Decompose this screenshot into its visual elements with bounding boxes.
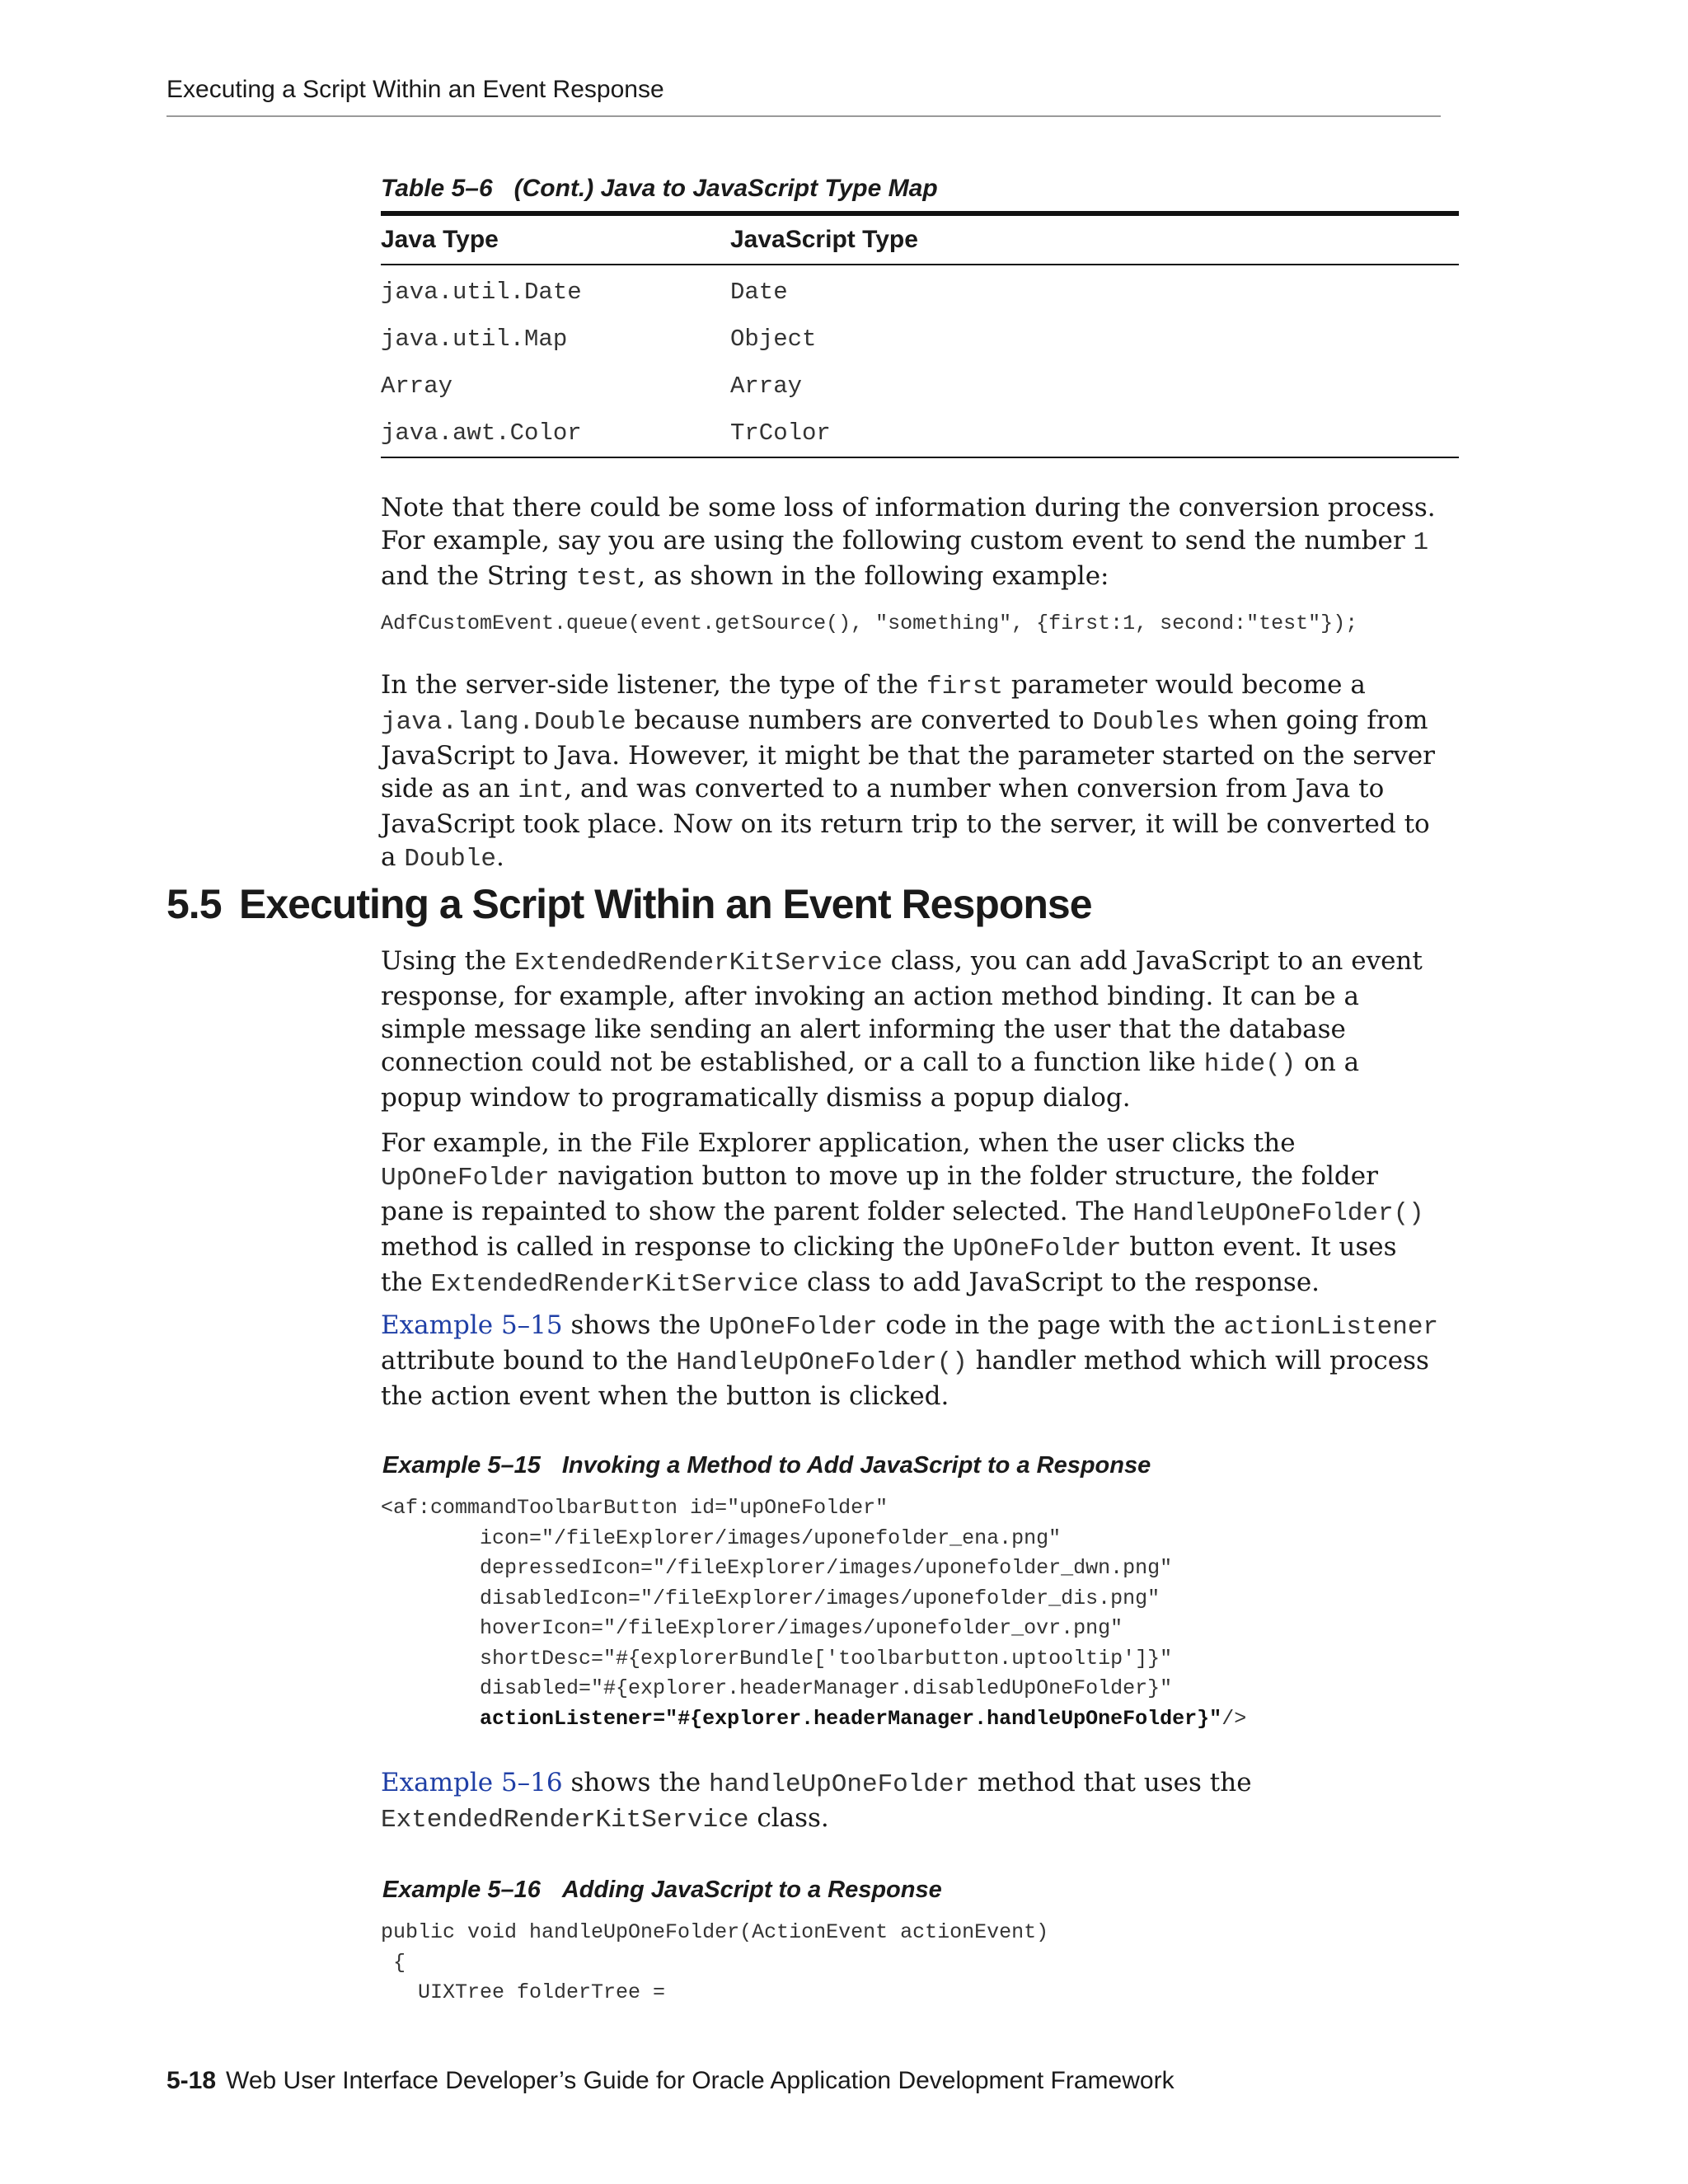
table-number: Table 5–6: [381, 175, 493, 202]
text: code in the page with the: [877, 1310, 1224, 1340]
javascript-type-cell: Date: [730, 279, 788, 306]
inline-code: Double: [404, 845, 496, 874]
text: button event. It uses the: [381, 1232, 1397, 1297]
inline-code: Doubles: [1092, 708, 1200, 737]
text: .: [495, 842, 504, 872]
text: class.: [748, 1803, 829, 1833]
text: method that uses the: [969, 1768, 1252, 1797]
text: For example, in the File Explorer application, when the user clicks the: [381, 1128, 1296, 1158]
text: because numbers are converted to: [626, 705, 1093, 735]
java-type-cell: java.util.Map: [381, 326, 568, 353]
table-row: [381, 316, 1459, 363]
text: handler method which will process the action event when the button is clicked.: [381, 1346, 1429, 1411]
code-text: public void handleUpOneFolder(ActionEvent actionEvent) { UIXTree folderTree =: [381, 1920, 1049, 2004]
example-5-16-link[interactable]: Example 5–16: [381, 1768, 563, 1797]
javascript-type-cell: TrColor: [730, 419, 831, 447]
text: parameter would become a: [1003, 670, 1366, 700]
page-number: 5-18: [166, 2067, 217, 2094]
text: class, you can add JavaScript to an event response, for example, after invoking an action method binding. It can be a simple message like sending an alert informing the user that the database connection could not be established, or a call to a function like: [381, 946, 1423, 1077]
javascript-type-cell: Object: [730, 326, 817, 353]
table-title: (Cont.) Java to JavaScript Type Map: [513, 175, 938, 202]
paragraph-server-listener: [381, 668, 1444, 876]
inline-code: test: [575, 564, 638, 593]
java-type-cell: java.awt.Color: [381, 419, 582, 447]
java-type-cell: java.util.Date: [381, 279, 582, 306]
inline-code: hide(): [1203, 1050, 1296, 1079]
paragraph-example-16-ref: [381, 1766, 1444, 1837]
code-bold-action-listener: actionListener="#{explorer.headerManager.handleUpOneFolder}": [480, 1706, 1222, 1731]
code-end: />: [1221, 1706, 1247, 1731]
column-header-java-type: Java Type: [381, 226, 499, 253]
text: and the String: [381, 561, 576, 591]
example-number: Example 5–16: [382, 1877, 541, 1903]
column-header-javascript-type: JavaScript Type: [730, 226, 918, 253]
text: In the server-side listener, the type of the: [381, 670, 927, 700]
inline-code: actionListener: [1223, 1313, 1439, 1342]
inline-code: UpOneFolder: [708, 1313, 878, 1342]
code-example-15: [381, 1493, 1246, 1734]
inline-code: handleUpOneFolder: [708, 1770, 970, 1799]
inline-code: int: [518, 776, 565, 805]
section-number: 5.5: [166, 881, 222, 927]
header-rule: [166, 115, 1441, 117]
text: shows the: [562, 1310, 709, 1340]
example-15-caption: [382, 1452, 1151, 1479]
text: navigation button to move up in the folder structure, the folder pane is repainted to show the parent folder selected. The: [381, 1161, 1378, 1226]
book-title: Web User Interface Developer’s Guide for Oracle Application Development Framework: [226, 2067, 1175, 2094]
paragraph-file-explorer: [381, 1127, 1444, 1301]
type-map-table: [381, 211, 1459, 458]
table-row: [381, 410, 1459, 457]
text: attribute bound to the: [381, 1346, 677, 1376]
text: shows the: [562, 1768, 709, 1797]
inline-code: java.lang.Double: [381, 708, 626, 737]
javascript-type-cell: Array: [730, 373, 803, 400]
text: Note that there could be some loss of information during the conversion process. For example, say you are using the following custom event to send the number: [381, 493, 1436, 555]
page-footer: [166, 2067, 1175, 2095]
text: Using the: [381, 946, 515, 976]
text: method is called in response to clicking the: [381, 1232, 953, 1262]
code-example-16: [381, 1918, 1048, 2008]
text: class to add JavaScript to the response.: [799, 1268, 1320, 1297]
table-row: [381, 265, 1459, 316]
section-title: Executing a Script Within an Event Response: [239, 881, 1092, 927]
paragraph-extended-render-kit: [381, 944, 1444, 1114]
inline-code: first: [926, 673, 1004, 701]
example-16-caption: [382, 1877, 942, 1904]
table-caption: [381, 175, 938, 203]
inline-code: ExtendedRenderKitService: [430, 1270, 799, 1299]
example-5-15-link[interactable]: Example 5–15: [381, 1310, 563, 1340]
example-number: Example 5–15: [382, 1452, 541, 1479]
code-indent: [381, 1707, 480, 1731]
running-header: Executing a Script Within an Event Response: [166, 76, 664, 103]
paragraph-example-15-ref: [381, 1309, 1444, 1413]
text: when going from JavaScript to Java. However, it might be that the parameter started on the server side as an: [381, 705, 1435, 804]
text: , and was converted to a number when conversion from Java to JavaScript took place. Now on its return trip to the server, it will be converted to a: [381, 774, 1430, 872]
inline-code: HandleUpOneFolder(): [676, 1348, 968, 1377]
inline-code: HandleUpOneFolder(): [1132, 1199, 1424, 1228]
inline-code: ExtendedRenderKitService: [381, 1806, 749, 1835]
text: on a popup window to programatically dismiss a popup dialog.: [381, 1047, 1360, 1113]
text: , as shown in the following example:: [637, 561, 1109, 591]
table-row: [381, 363, 1459, 410]
inline-code: UpOneFolder: [952, 1235, 1122, 1263]
example-title: Invoking a Method to Add JavaScript to a Response: [561, 1452, 1151, 1479]
inline-code: UpOneFolder: [381, 1164, 550, 1193]
paragraph-conversion-loss: [381, 491, 1444, 595]
inline-code: ExtendedRenderKitService: [514, 949, 883, 977]
java-type-cell: Array: [381, 373, 453, 400]
example-title: Adding JavaScript to a Response: [561, 1877, 942, 1903]
inline-code: 1: [1413, 528, 1429, 557]
code-text: <af:commandToolbarButton id="upOneFolder" icon="/fileExplorer/images/uponefolder_ena.png" depressedIcon="/fileExplorer/images/uponefolder_dwn.png" disabledIcon="/fileExplorer/images/uponefolder_dis.png" hoverIcon="/fileExplorer/images/uponefolder_ovr.png" shortDesc="#{explorerBundle['toolbarbutton.uptooltip']}" disabled="#{explorer.headerManager.disabledUpOneFolder}": [381, 1496, 1173, 1700]
table-header-row: [381, 213, 1459, 265]
section-heading: [166, 880, 1092, 928]
code-custom-event: AdfCustomEvent.queue(event.getSource(), "something", {first:1, second:"test"});: [381, 612, 1358, 635]
